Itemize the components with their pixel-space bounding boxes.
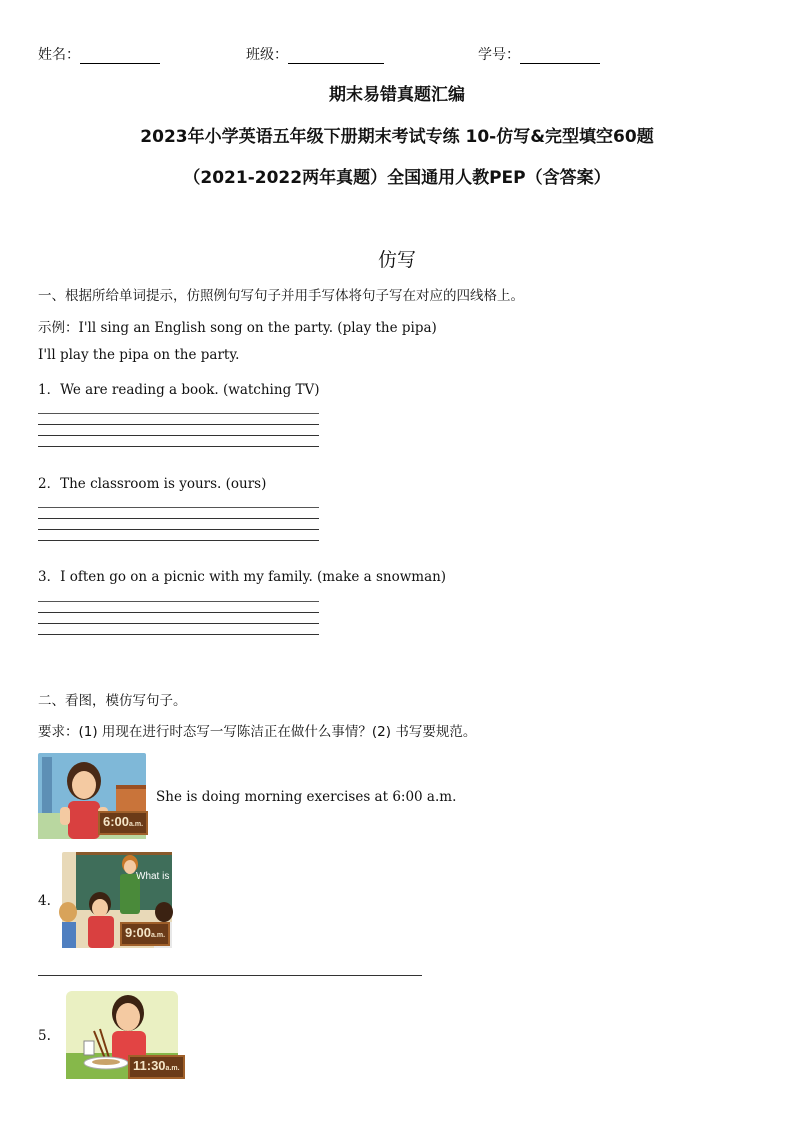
question-text: We are reading a book. (watching TV)	[60, 382, 320, 398]
four-line-grid-1[interactable]	[38, 413, 319, 447]
picture-example-sentence: She is doing morning exercises at 6:00 a.m.	[156, 789, 457, 805]
class-field	[246, 44, 384, 64]
four-line-grid-2[interactable]	[38, 507, 319, 541]
blackboard-text: What is	[136, 871, 170, 882]
section-heading: 仿写	[377, 249, 416, 271]
clock-label: 6:00a.m.	[98, 811, 148, 835]
question-number: 2．	[38, 476, 61, 492]
part2-instruction: 二、看图，模仿写句子。	[38, 693, 187, 709]
id-field	[478, 44, 600, 64]
example-answer: I'll play the pipa on the party.	[38, 347, 240, 363]
id-label: 学号：	[478, 47, 520, 63]
name-label: 姓名：	[38, 47, 80, 63]
part1-instruction: 一、根据所给单词提示，仿照例句写句子并用手写体将句子写在对应的四线格上。	[38, 288, 524, 304]
class-label: 班级：	[246, 47, 288, 63]
four-line-grid-3[interactable]	[38, 601, 319, 635]
name-field	[38, 44, 160, 64]
id-blank[interactable]	[520, 49, 600, 64]
question-1	[38, 378, 320, 398]
part2-requirement: 要求：(1) 用现在进行时态写一写陈洁正在做什么事情？(2) 书写要规范。	[38, 724, 477, 740]
question-text: I often go on a picnic with my family. (make a snowman)	[60, 569, 447, 585]
question-number: 1．	[38, 382, 61, 398]
item-4-number: 4.	[38, 893, 51, 909]
question-number: 3．	[38, 569, 61, 585]
item-4-picture	[62, 852, 172, 948]
question-3	[38, 565, 446, 585]
clock-label: 9:00a.m.	[120, 922, 170, 946]
clock-label: 11:30a.m.	[128, 1055, 185, 1079]
doc-title-1: 期末易错真题汇编	[329, 85, 465, 105]
item-5-picture	[66, 991, 178, 1079]
answer-line-4[interactable]	[38, 975, 422, 976]
class-blank[interactable]	[288, 49, 384, 64]
example-picture	[38, 753, 146, 839]
question-text: The classroom is yours. (ours)	[60, 476, 267, 492]
name-blank[interactable]	[80, 49, 160, 64]
doc-title-3: （2021-2022两年真题）全国通用人教PEP（含答案）	[183, 168, 611, 188]
doc-title-2: 2023年小学英语五年级下册期末考试专练 10-仿写&完型填空60题	[140, 127, 654, 147]
question-2	[38, 472, 266, 492]
item-5-number: 5.	[38, 1028, 51, 1044]
example-sentence: 示例：I'll sing an English song on the party. (play the pipa)	[38, 320, 437, 336]
